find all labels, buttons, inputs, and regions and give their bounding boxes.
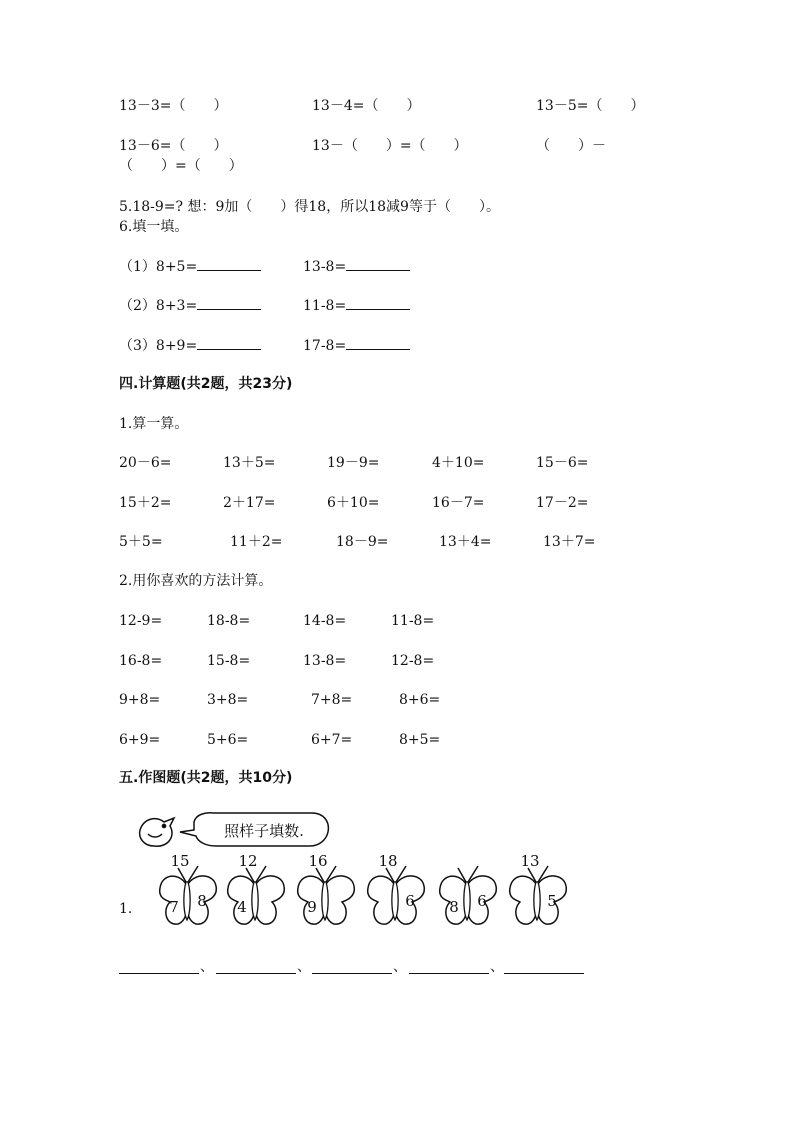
calc-item: 13＋7= [543,534,596,550]
calc-item: 5＋5= [119,534,163,550]
calc-item: 11＋2= [230,534,283,550]
q6-row-label: （2）8+3= [119,298,198,314]
calc-item: 18-8= [207,613,251,629]
calc-item: 17－2= [536,495,589,511]
butterfly-body [252,882,258,920]
speech-bubble [180,813,328,846]
q6-row-right-label: 13-8= [303,259,347,275]
q6-row-right-label: 11-8= [303,298,347,314]
answer-blank[interactable] [346,337,410,350]
butterfly-body [392,882,398,920]
calc-item: 13-8= [303,653,347,669]
butterfly-right-number: 8 [197,892,207,910]
calc-item: 14-8= [303,613,347,629]
butterfly-top-number: 15 [170,852,190,870]
calc-item: 7+8= [311,692,353,708]
calc-item: 6+7= [311,732,353,748]
calc-item: 20－6= [119,455,172,471]
q6-row-1-right [303,258,410,276]
calc-item: 8+6= [399,692,441,708]
calc-item: 15-8= [207,653,251,669]
q6-row-3-right [303,337,410,355]
butterfly-top-number: 18 [378,852,398,870]
answer-line-5[interactable] [504,973,584,974]
calc-item: 13＋5= [223,455,276,471]
butterfly-top-number: 16 [308,852,328,870]
q6-row-3 [119,337,261,355]
q6-row-label: （1）8+5= [119,259,198,275]
butterfly-left-number: 4 [237,898,247,916]
calc-item: 9+8= [119,692,161,708]
bubble-text: 照样子填数. [224,822,304,840]
butterfly-left-number: 7 [169,898,179,916]
calc-item: 19－9= [327,455,380,471]
answer-line-4[interactable] [409,973,489,974]
butterfly-body [322,882,328,920]
butterfly-left-number: 8 [449,898,459,916]
separator: 、 [200,959,214,975]
answer-blank[interactable] [197,258,261,271]
q4-r2-c2: 13－（ ）=（ ） [312,138,468,154]
butterfly-figure-svg [134,808,576,938]
answer-line-2[interactable] [216,973,296,974]
answer-blank[interactable] [346,297,410,310]
butterfly-icon [228,852,285,924]
calc-item: 3+8= [207,692,249,708]
butterfly-body [184,882,190,920]
butterfly-icon [440,866,497,924]
separator: 、 [490,959,504,975]
answer-line-3[interactable] [312,973,392,974]
sec4-p1-title: 1.算一算。 [119,416,189,432]
butterfly-figure [134,808,576,938]
q6-row-label: （3）8+9= [119,338,198,354]
calc-item: 16-8= [119,653,163,669]
answer-blank[interactable] [197,337,261,350]
calc-item: 16－7= [432,495,485,511]
q4-r2-c1: 13－6=（ ） [119,138,228,154]
separator: 、 [297,959,311,975]
calc-item: 4＋10= [432,455,485,471]
butterfly-icon [368,852,425,924]
butterfly-right-number: 6 [477,892,487,910]
calc-item: 15＋2= [119,495,172,511]
butterfly-top-number: 13 [520,852,540,870]
calc-item: 12-9= [119,613,163,629]
calc-item: 5+6= [207,732,249,748]
butterfly-top-number: 12 [238,852,258,870]
answer-blank[interactable] [197,297,261,310]
bird-icon [140,818,174,846]
answer-line-1[interactable] [119,973,199,974]
q6-title: 6.填一填。 [119,219,189,235]
q5-text: 5.18-9=? 想：9加（ ）得18，所以18减9等于（ ）。 [119,199,500,215]
butterfly-group [160,852,567,924]
sec5-q1-number: 1. [119,901,133,917]
sec4-p2-title: 2.用你喜欢的方法计算。 [119,573,273,589]
calc-item: 6＋10= [327,495,380,511]
butterfly-icon [298,852,355,924]
calc-item: 2＋17= [223,495,276,511]
calc-item: 11-8= [391,613,435,629]
calc-item: 12-8= [391,653,435,669]
q4-r2-c3: （ ）－ [536,138,606,154]
butterfly-body [464,882,470,920]
butterfly-left-number: 9 [307,898,317,916]
section-4-title: 四.计算题(共2题，共23分) [119,376,293,392]
q6-row-2-right [303,297,410,315]
calc-item: 18－9= [336,534,389,550]
q6-row-2 [119,297,261,315]
butterfly-right-number: 6 [405,892,415,910]
butterfly-icon [510,852,567,924]
q4-r2-wrap: （ ）=（ ） [119,158,243,174]
q4-r1-c1: 13－3=（ ） [119,98,228,114]
calc-item: 13＋4= [439,534,492,550]
answer-blank[interactable] [346,258,410,271]
q4-r1-c3: 13－5=（ ） [536,98,645,114]
butterfly-right-number: 5 [547,892,557,910]
calc-item: 15－6= [536,455,589,471]
butterfly-icon [160,852,217,924]
q6-row-right-label: 17-8= [303,338,347,354]
calc-item: 8+5= [399,732,441,748]
q4-r1-c2: 13－4=（ ） [312,98,421,114]
section-5-title: 五.作图题(共2题，共10分) [119,770,293,786]
butterfly-body [534,882,540,920]
q6-row-1 [119,258,261,276]
calc-item: 6+9= [119,732,161,748]
separator: 、 [393,959,407,975]
